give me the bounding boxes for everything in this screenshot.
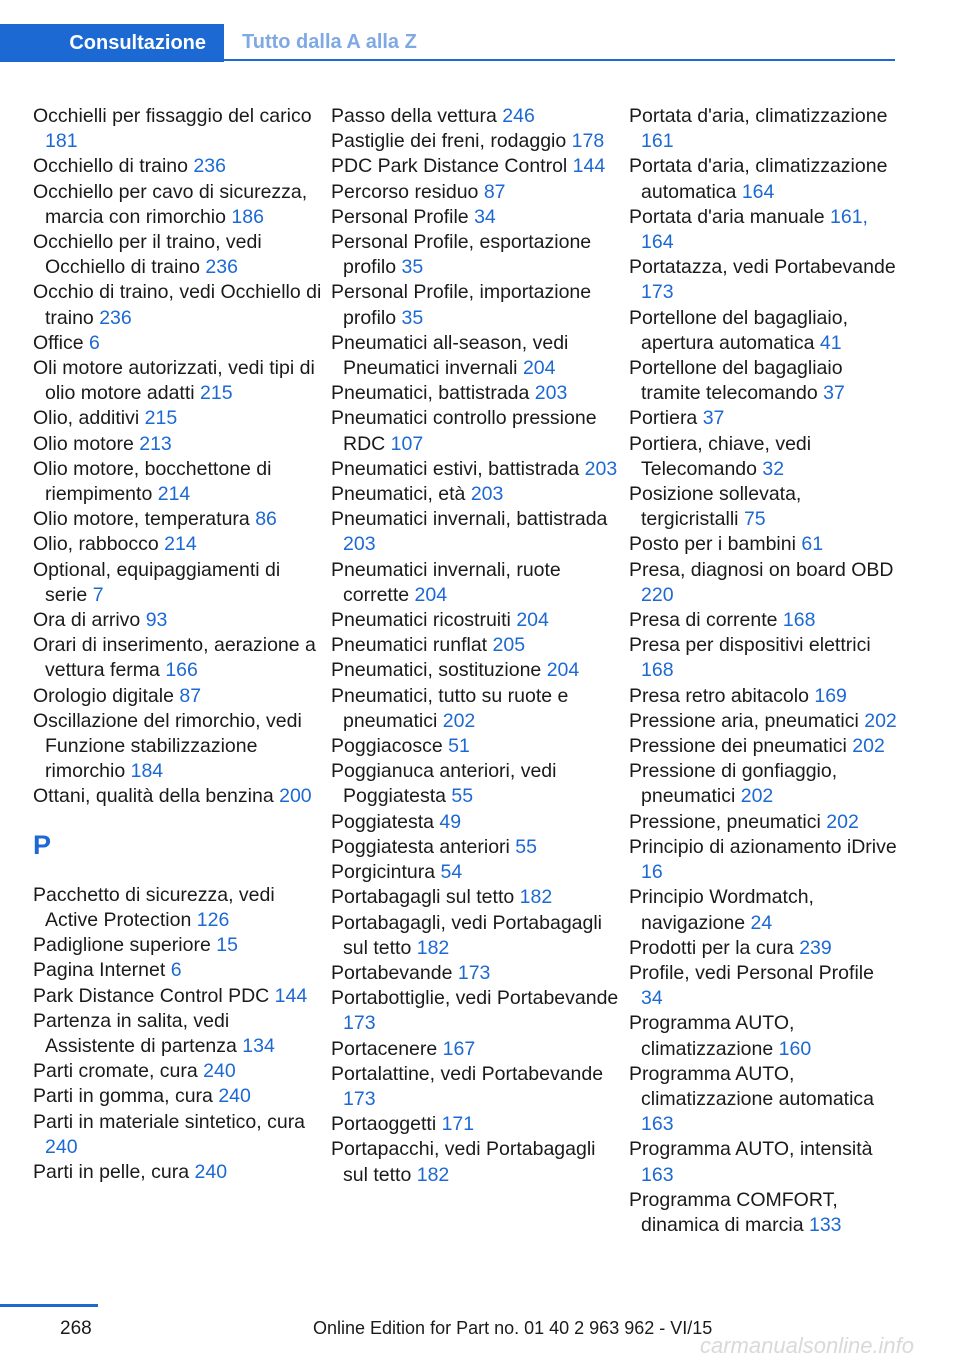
- index-entry: [629, 306, 901, 356]
- index-entry: [629, 558, 901, 608]
- index-entry: [629, 734, 901, 759]
- index-entry-term: Office: [33, 331, 84, 354]
- index-column-2: [331, 104, 621, 1188]
- index-entry: [331, 482, 621, 507]
- index-entry: [331, 759, 621, 809]
- index-page-link[interactable]: 202: [740, 785, 774, 808]
- index-entry: [33, 709, 323, 785]
- index-page-link[interactable]: 61: [801, 533, 824, 556]
- index-page-link[interactable]: 34: [474, 205, 496, 228]
- index-entry: [629, 482, 901, 532]
- index-entry-term: Ottani, qualità della benzina: [33, 785, 274, 808]
- index-entry: [629, 154, 901, 204]
- index-entry-term: Portata d'aria manuale: [629, 205, 825, 228]
- index-entry-term: Parti in gomma, cura: [33, 1085, 213, 1108]
- index-page-link[interactable]: 166: [165, 659, 198, 682]
- index-page-link[interactable]: 240: [45, 1135, 78, 1158]
- index-page-link[interactable]: 35: [401, 256, 424, 279]
- index-page-link[interactable]: 239: [799, 936, 832, 959]
- index-entry: [629, 255, 901, 305]
- index-page-link[interactable]: 203: [343, 533, 376, 556]
- index-page-link[interactable]: 182: [519, 886, 553, 909]
- index-entry: [629, 608, 901, 633]
- index-entry-term: Pressione aria, pneumatici: [629, 709, 859, 732]
- index-entry-term: Pneumatici, sostituzione: [331, 659, 542, 682]
- index-entry-term: Occhio di traino, vedi Occhiello di traino: [33, 281, 322, 329]
- index-page-link[interactable]: 133: [808, 1213, 842, 1236]
- index-entry-term: Oscillazione del rimorchio, vedi Funzione stabilizzazione rimorchio: [33, 709, 302, 783]
- index-entry: [331, 457, 621, 482]
- index-entry-term: Poggiatesta anteriori: [331, 835, 510, 858]
- index-entry: [331, 608, 621, 633]
- index-entry: [331, 684, 621, 734]
- index-page-link[interactable]: 202: [864, 709, 897, 732]
- index-entry: [331, 633, 621, 658]
- index-entry-term: Portata d'aria, climatizzazione automatica: [629, 155, 888, 203]
- index-page-link[interactable]: 167: [442, 1037, 476, 1060]
- index-letter-heading: P: [33, 829, 52, 860]
- index-entry-term: Posto per i bambini: [629, 533, 796, 556]
- index-entry: [33, 1084, 323, 1109]
- index-entry: [33, 1009, 323, 1059]
- index-page-link[interactable]: 41: [819, 331, 842, 354]
- index-page-link[interactable]: 202: [826, 810, 859, 833]
- index-entry-term: Pneumatici controllo pressione RDC: [331, 407, 597, 455]
- index-entry-term: Ora di arrivo: [33, 609, 141, 632]
- index-page-link[interactable]: 161, 164: [641, 205, 868, 254]
- index-entry-term: Pressione dei pneumatici: [629, 735, 847, 758]
- index-entry: [331, 835, 621, 860]
- index-page-link[interactable]: 203: [534, 382, 568, 405]
- index-entry-term: Parti in materiale sintetico, cura: [33, 1110, 306, 1133]
- index-entry: [629, 759, 901, 809]
- index-entry: [629, 205, 901, 255]
- index-page-link[interactable]: 203: [584, 457, 618, 480]
- tab-tutto-dalla-a-alla-z[interactable]: [242, 24, 417, 60]
- index-entry-term: Olio motore, temperatura: [33, 508, 250, 531]
- index-entry: [629, 885, 901, 935]
- index-entry-term: Occhiello di traino: [33, 155, 188, 178]
- index-entry-term: Portapacchi, vedi Portabagagli sul tetto: [331, 1138, 596, 1186]
- index-page-link[interactable]: 107: [390, 432, 424, 455]
- index-entry-term: Pacchetto di sicurezza, vedi Active Protection: [33, 883, 275, 931]
- index-entry-term: Pneumatici, età: [331, 483, 466, 506]
- index-entry-term: Occhiello per cavo di sicurezza, marcia con rimorchio: [33, 180, 308, 228]
- index-page-link[interactable]: 37: [823, 382, 845, 405]
- index-entry: [33, 784, 323, 809]
- index-entry-term: Personal Profile: [331, 205, 469, 228]
- index-entry-term: Poggianuca anteriori, vedi Poggiatesta: [331, 760, 557, 808]
- index-entry: [33, 633, 323, 683]
- index-page-link[interactable]: 24: [750, 911, 773, 934]
- index-entry: [331, 129, 621, 154]
- index-page-link[interactable]: 51: [448, 735, 470, 758]
- index-entry: [331, 734, 621, 759]
- index-entry-term: Portiera: [629, 407, 698, 430]
- index-entry-term: Portaoggetti: [331, 1113, 437, 1136]
- index-page-link[interactable]: 55: [451, 785, 474, 808]
- index-entry-term: Orari di inserimento, aerazione a vettura ferma: [33, 634, 316, 682]
- index-entry-term: Poggiatesta: [331, 810, 434, 833]
- index-entry: [331, 860, 621, 885]
- index-entry-term: Presa per dispositivi elettrici: [629, 634, 871, 657]
- index-entry: [33, 432, 323, 457]
- index-entry: [629, 810, 901, 835]
- footer-rule: [0, 1304, 98, 1307]
- index-entry: [331, 507, 621, 557]
- index-entry-term: Profile, vedi Personal Profile: [629, 961, 874, 984]
- index-entry-term: Orologio digitale: [33, 684, 174, 707]
- index-page-link[interactable]: 16: [641, 861, 663, 884]
- index-page-link[interactable]: 126: [196, 908, 230, 931]
- index-entry-term: Portabagagli, vedi Portabagagli sul tetto: [331, 911, 603, 959]
- index-entry-term: Programma AUTO, climatizzazione automatica: [629, 1062, 875, 1110]
- index-entry-term: Olio motore: [33, 432, 134, 455]
- index-page-link[interactable]: 204: [522, 357, 556, 380]
- index-page-link[interactable]: 182: [416, 1163, 450, 1186]
- index-entry-term: Pneumatici ricostruiti: [331, 609, 511, 632]
- index-entry-term: Olio, rabbocco: [33, 533, 159, 556]
- index-entry: [33, 457, 323, 507]
- index-entry: [33, 230, 323, 280]
- index-page-link[interactable]: 202: [852, 735, 885, 758]
- index-page-link[interactable]: 246: [502, 105, 535, 127]
- index-page-link[interactable]: 134: [242, 1034, 275, 1057]
- index-entry: [331, 280, 621, 330]
- index-entry-term: Partenza in salita, vedi Assistente di partenza: [33, 1009, 237, 1057]
- index-entry-term: Pneumatici estivi, battistrada: [331, 457, 580, 480]
- index-page-link[interactable]: 204: [546, 659, 580, 682]
- index-page-link[interactable]: 236: [99, 306, 132, 329]
- index-page-link[interactable]: 144: [572, 155, 606, 178]
- page-number: 268: [60, 1318, 92, 1339]
- index-page-link[interactable]: 173: [641, 281, 674, 304]
- index-entry-term: Programma AUTO, climatizzazione: [629, 1012, 795, 1060]
- index-page-link[interactable]: 202: [442, 709, 476, 732]
- index-page-link[interactable]: 240: [218, 1085, 251, 1108]
- index-entry: [331, 810, 621, 835]
- index-page-link[interactable]: 163: [641, 1113, 674, 1136]
- tab-consultazione-label: Consultazione: [69, 31, 206, 54]
- index-page-link[interactable]: 186: [231, 205, 264, 228]
- index-entry: [33, 1160, 323, 1185]
- index-entry: [331, 205, 621, 230]
- index-entry-term: Personal Profile, importazione profilo: [331, 281, 592, 329]
- index-entry: [331, 104, 621, 129]
- index-entry-term: Olio, additivi: [33, 407, 140, 430]
- index-entry-term: Portabevande: [331, 961, 453, 984]
- index-entry-term: Pneumatici invernali, ruote corrette: [331, 558, 561, 606]
- index-entry-term: Posizione sollevata, tergicristalli: [629, 483, 802, 531]
- index-entry: [33, 984, 323, 1009]
- index-page-link[interactable]: 87: [179, 684, 202, 707]
- index-entry-term: Portabottiglie, vedi Portabevande: [331, 987, 619, 1010]
- index-entry: [331, 381, 621, 406]
- edition-note: Online Edition for Part no. 01 40 2 963 962 - VI/15: [313, 1318, 713, 1338]
- index-page-link[interactable]: 204: [516, 609, 549, 632]
- index-entry-term: Pressione di gonfiaggio, pneumatici: [629, 760, 838, 808]
- index-page-link[interactable]: 7: [92, 583, 104, 606]
- index-page-link[interactable]: 54: [440, 861, 463, 884]
- index-entry: [33, 507, 323, 532]
- index-entry: [33, 104, 323, 154]
- index-entry-term: Oli motore autorizzati, vedi tipi di olio motore adatti: [33, 357, 315, 405]
- index-entry-term: Parti cromate, cura: [33, 1060, 198, 1083]
- index-entry: [33, 883, 323, 933]
- index-entry-term: Portiera, chiave, vedi Telecomando: [629, 432, 812, 480]
- index-entry: [33, 154, 323, 179]
- index-entry: [331, 154, 621, 179]
- index-entry-term: Portatazza, vedi Portabevande: [629, 256, 896, 279]
- index-entry-term: Poggiacosce: [331, 735, 443, 758]
- index-entry: [331, 986, 621, 1036]
- index-entry: [33, 958, 323, 983]
- index-entry-term: Padiglione superiore: [33, 934, 211, 957]
- index-entry-term: Programma COMFORT, dinamica di marcia: [629, 1188, 838, 1236]
- index-entry-term: Prodotti per la cura: [629, 936, 794, 959]
- index-entry: [629, 684, 901, 709]
- index-entry: [33, 331, 323, 356]
- index-entry: [331, 406, 621, 456]
- index-entry: [331, 230, 621, 280]
- index-column-3: [629, 104, 901, 1238]
- index-entry: [33, 532, 323, 557]
- index-entry-term: Portabagagli sul tetto: [331, 886, 515, 909]
- index-entry-term: Pagina Internet: [33, 959, 166, 982]
- index-page-link[interactable]: 240: [194, 1160, 228, 1183]
- index-entry: [33, 356, 323, 406]
- index-entry-term: Personal Profile, esportazione profilo: [331, 231, 592, 279]
- index-page-link[interactable]: 144: [274, 984, 308, 1007]
- index-page-link[interactable]: 173: [343, 1012, 376, 1035]
- header-underline: [224, 59, 895, 61]
- index-page-link[interactable]: 181: [45, 130, 78, 153]
- index-page-link[interactable]: 214: [157, 483, 191, 506]
- header-tabbar: [0, 24, 895, 62]
- index-page-link[interactable]: 240: [203, 1060, 236, 1083]
- index-column-1: [33, 104, 323, 1185]
- index-page-link[interactable]: 15: [216, 934, 238, 957]
- index-page-link[interactable]: 160: [778, 1037, 812, 1060]
- index-page-link[interactable]: 168: [782, 609, 816, 632]
- index-entry-term: Pneumatici runflat: [331, 634, 488, 657]
- index-entry-term: Pressione, pneumatici: [629, 810, 821, 833]
- index-entry: [629, 1011, 901, 1061]
- index-page-link[interactable]: 168: [641, 659, 674, 682]
- index-entry: [331, 1037, 621, 1062]
- index-entry: [629, 835, 901, 885]
- index-page-link[interactable]: 203: [470, 483, 504, 506]
- index-page-link[interactable]: 86: [255, 508, 277, 531]
- index-entry: [331, 885, 621, 910]
- index-page-link[interactable]: 171: [441, 1113, 475, 1136]
- index-entry: [33, 280, 323, 330]
- index-page-link[interactable]: 169: [814, 684, 847, 707]
- index-page-link[interactable]: 213: [139, 432, 172, 455]
- index-entry: [629, 1188, 901, 1238]
- index-page-link[interactable]: 220: [641, 583, 674, 606]
- index-entry: [331, 1062, 621, 1112]
- index-entry: [33, 180, 323, 230]
- index-entry-term: Olio motore, bocchettone di riempimento: [33, 457, 272, 506]
- index-entry: [331, 1112, 621, 1137]
- index-entry: [331, 558, 621, 608]
- index-entry-term: Pneumatici invernali, battistrada: [331, 508, 608, 531]
- index-page-link[interactable]: 161: [641, 130, 674, 153]
- index-page-link[interactable]: 214: [164, 533, 197, 556]
- tab-consultazione[interactable]: [0, 24, 224, 62]
- index-entry-term: Passo della vettura: [331, 105, 497, 127]
- index-page-link[interactable]: 35: [401, 306, 424, 329]
- index-entry: [33, 1059, 323, 1084]
- index-entry: [331, 911, 621, 961]
- index-entry: [629, 633, 901, 683]
- index-page-link[interactable]: 236: [205, 256, 238, 279]
- index-entry: [33, 1110, 323, 1160]
- index-page-link[interactable]: 32: [762, 457, 785, 480]
- index-entry: [33, 933, 323, 958]
- index-page-link[interactable]: 163: [641, 1163, 674, 1186]
- index-entry: [33, 608, 323, 633]
- watermark: carmanualsonline.info: [700, 1333, 915, 1358]
- index-entry: [629, 356, 901, 406]
- index-page-link[interactable]: 215: [200, 382, 233, 405]
- index-entry-term: Percorso residuo: [331, 180, 479, 203]
- index-entry-term: Presa di corrente: [629, 609, 778, 632]
- index-entry-term: Park Distance Control PDC: [33, 984, 270, 1007]
- index-page-link[interactable]: 173: [457, 961, 491, 984]
- index-page-link[interactable]: 236: [193, 155, 226, 178]
- index-entry: [629, 532, 901, 557]
- index-page-link[interactable]: 164: [741, 180, 775, 203]
- index-entry: [33, 684, 323, 709]
- tab-tutto-label: Tutto dalla A alla Z: [242, 30, 417, 53]
- index-entry: [331, 180, 621, 205]
- index-page-link[interactable]: 200: [279, 785, 312, 808]
- index-page-link[interactable]: 34: [641, 987, 663, 1010]
- index-page-link[interactable]: 37: [702, 407, 725, 430]
- index-entry: [629, 432, 901, 482]
- index-entry-term: Principio di azionamento iDrive: [629, 835, 897, 858]
- index-page-link[interactable]: 55: [515, 835, 537, 858]
- index-page-link[interactable]: 215: [144, 407, 178, 430]
- index-entry: [629, 1137, 901, 1187]
- index-entry-term: Occhiello per il traino, vedi Occhiello di traino: [33, 231, 262, 279]
- index-entry: [33, 406, 323, 431]
- index-entry: [331, 961, 621, 986]
- index-entry-term: Presa, diagnosi on board OBD: [629, 558, 894, 581]
- index-page-link[interactable]: 87: [483, 180, 506, 203]
- index-entry-term: Pneumatici all-season, vedi Pneumatici invernali: [331, 331, 569, 380]
- index-entry: [629, 961, 901, 1011]
- index-page-link[interactable]: 6: [89, 331, 100, 354]
- index-entry: [331, 1137, 621, 1187]
- index-entry: [33, 558, 323, 608]
- index-entry-term: Portellone del bagagliaio, apertura automatica: [629, 306, 848, 354]
- index-page-link[interactable]: 205: [492, 634, 526, 657]
- index-page-link[interactable]: 184: [130, 760, 164, 783]
- index-entry-term: Occhielli per fissaggio del carico: [33, 105, 312, 127]
- index-page-link[interactable]: 178: [571, 130, 605, 153]
- index-entry-term: Portacenere: [331, 1037, 438, 1060]
- index-entry-term: PDC Park Distance Control: [331, 155, 568, 178]
- index-entry-term: Porgicintura: [331, 861, 436, 884]
- index-entry: [331, 331, 621, 381]
- index-entry: [629, 406, 901, 431]
- index-page-link[interactable]: 204: [414, 583, 448, 606]
- index-page-link[interactable]: 6: [170, 959, 182, 982]
- index-page-link[interactable]: 182: [416, 936, 450, 959]
- index-entry: [629, 709, 901, 734]
- index-entry-term: Pneumatici, battistrada: [331, 382, 530, 405]
- index-page-link[interactable]: 173: [343, 1087, 376, 1110]
- index-page-link[interactable]: 93: [145, 609, 168, 632]
- index-entry-term: Portellone del bagagliaio tramite telecomando: [629, 357, 843, 405]
- index-entry-term: Principio Wordmatch, navigazione: [629, 886, 814, 934]
- index-entry: [331, 658, 621, 683]
- index-entry-term: Pastiglie dei freni, rodaggio: [331, 130, 567, 153]
- index-entry-term: Optional, equipaggiamenti di serie: [33, 558, 281, 606]
- index-entry: [629, 104, 901, 154]
- index-page-link[interactable]: 75: [743, 508, 766, 531]
- index-entry-term: Parti in pelle, cura: [33, 1160, 190, 1183]
- index-entry-term: Pneumatici, tutto su ruote e pneumatici: [331, 684, 569, 732]
- index-entry-term: Portalattine, vedi Portabevande: [331, 1062, 604, 1085]
- index-entry-term: Presa retro abitacolo: [629, 684, 809, 707]
- index-entry-term: Programma AUTO, intensità: [629, 1138, 873, 1161]
- index-entry-term: Portata d'aria, climatizzazione: [629, 105, 888, 127]
- index-entry: [629, 1062, 901, 1138]
- index-page-link[interactable]: 49: [439, 810, 462, 833]
- index-entry: [629, 936, 901, 961]
